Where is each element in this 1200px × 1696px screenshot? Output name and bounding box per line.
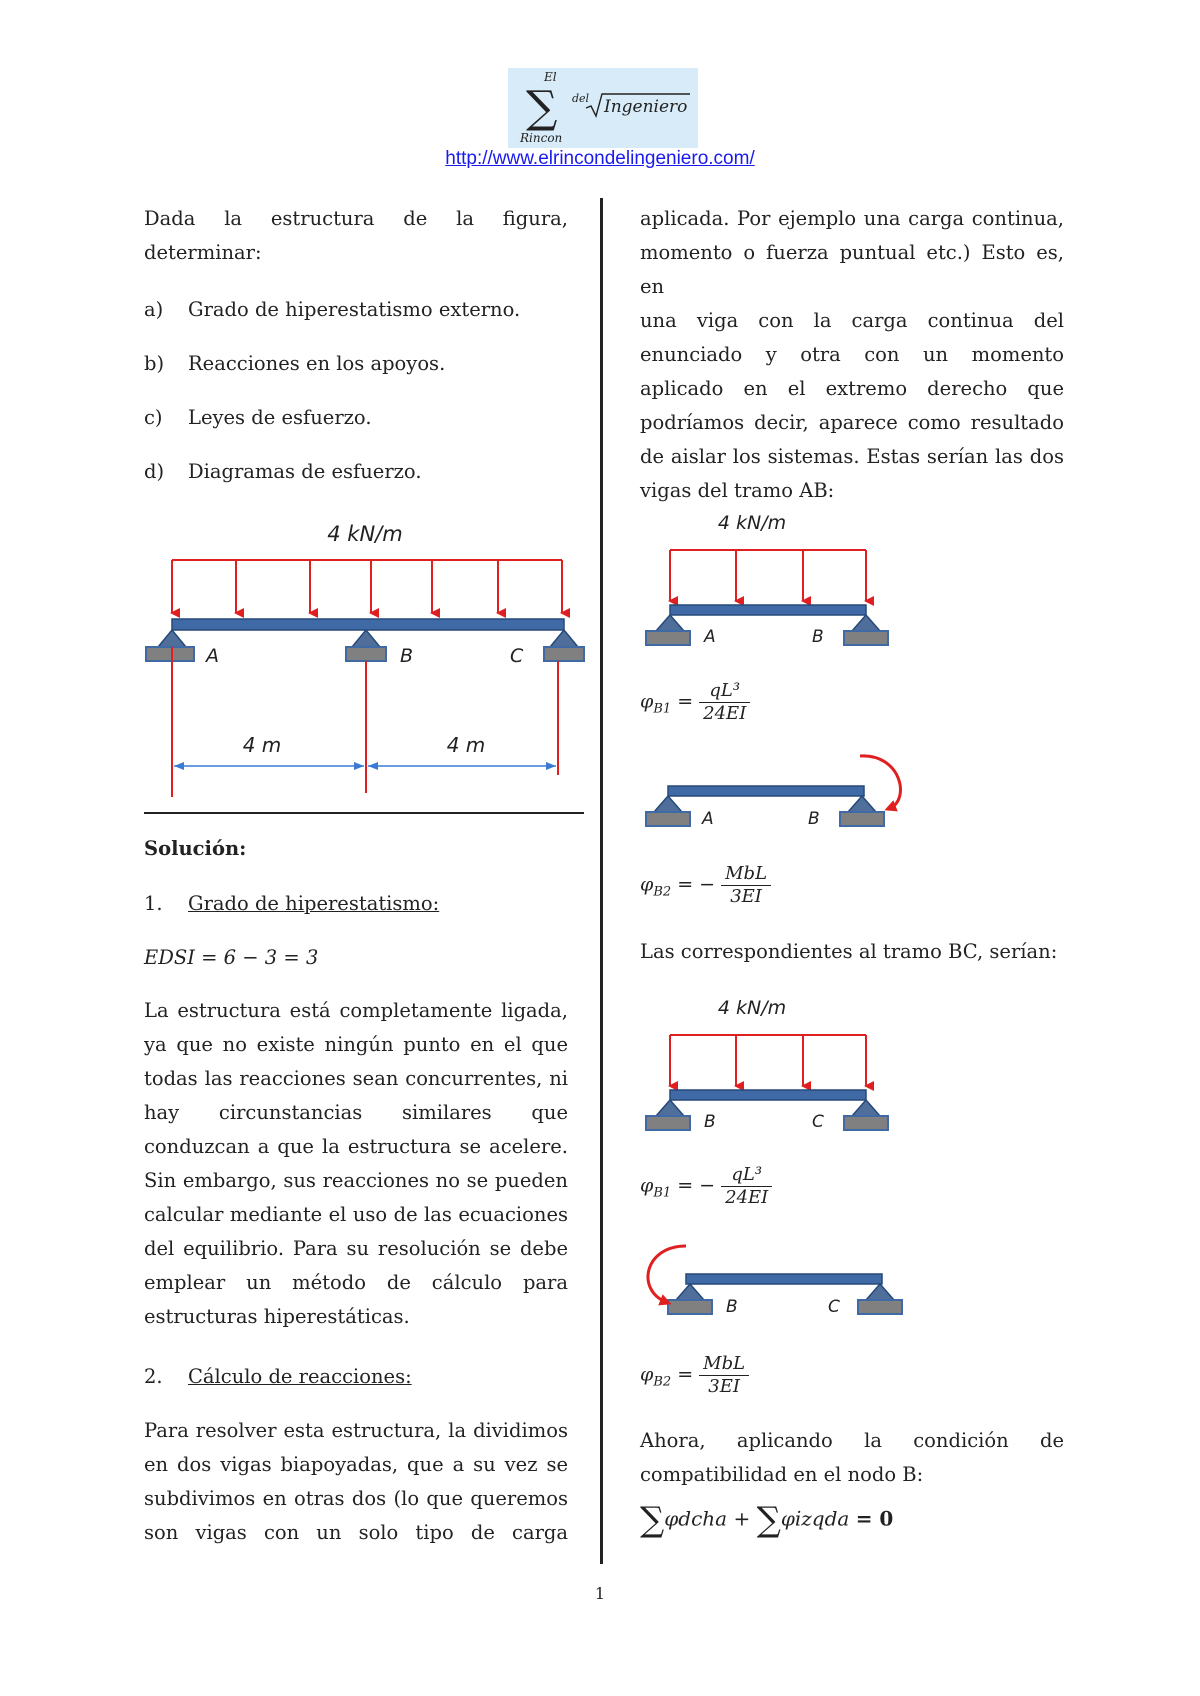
left-intro <box>144 202 568 270</box>
section-number: 2. <box>144 1365 163 1388</box>
fraction <box>721 1164 772 1209</box>
plus-sign: + <box>733 1506 751 1531</box>
dimension-lines <box>172 647 558 797</box>
denominator: 3EI <box>708 1376 740 1397</box>
list-marker: c) <box>144 406 163 429</box>
page-number: 1 <box>594 1584 606 1603</box>
list-item <box>144 455 568 509</box>
equation-phi-b1 <box>640 680 750 725</box>
logo-root-index: del <box>572 92 590 105</box>
text-line: estructuras hiperestáticas. <box>144 1305 410 1328</box>
list-text: Diagramas de esfuerzo. <box>188 460 422 483</box>
sign: = − <box>677 1174 716 1197</box>
bc-intro: Las correspondientes al tramo BC, serían: <box>640 940 1058 963</box>
text-line: momento o fuerza puntual etc.) Esto es, en <box>640 241 1064 298</box>
website-link[interactable]: http://www.elrincondelingeniero.com/ <box>445 148 755 169</box>
text-line: calcular mediante el uso de las ecuaciones <box>144 1203 568 1226</box>
term-dcha: φdcha <box>664 1506 728 1531</box>
section-number: 1. <box>144 892 163 915</box>
text-line: aplicado en el extremo derecho que <box>640 377 1064 400</box>
label-b: B <box>726 1297 738 1317</box>
sum-symbol: ∑ <box>640 1500 665 1540</box>
sign: = <box>677 1363 694 1386</box>
task-list <box>144 293 568 509</box>
text-line: conduzcan a que la estructura se acelere. <box>144 1135 568 1158</box>
phi: φ <box>640 690 654 713</box>
list-text: Grado de hiperestatismo externo. <box>188 298 521 321</box>
load-label: 4 kN/m <box>717 512 787 534</box>
text-line: subdivimos en otras dos (lo que queremos <box>144 1487 568 1510</box>
beam <box>670 605 866 615</box>
text-line: compatibilidad en el nodo B: <box>640 1463 924 1486</box>
text-line: emplear un método de cálculo para <box>144 1271 568 1294</box>
list-marker: b) <box>144 352 165 375</box>
list-text: Reacciones en los apoyos. <box>188 352 446 375</box>
compatibility-equation <box>640 1500 893 1540</box>
label-c: C <box>510 645 524 667</box>
figure-ab-moment <box>640 748 920 848</box>
logo-root-body: Ingeniero <box>604 97 688 117</box>
equation-phi-b2-bc <box>640 1353 749 1398</box>
label-c: C <box>828 1297 840 1317</box>
logo <box>508 68 698 148</box>
text-line: aplicada. Por ejemplo una carga continua, <box>640 207 1064 230</box>
subscript: B1 <box>653 1185 672 1201</box>
beam <box>172 619 564 630</box>
load-label: 4 kN/m <box>327 522 403 546</box>
support-b <box>346 630 386 661</box>
text-line: una viga con la carga continua del <box>640 309 1064 332</box>
list-text: Leyes de esfuerzo. <box>188 406 372 429</box>
text-line: ya que no existe ningún punto en el que <box>144 1033 568 1056</box>
phi: φ <box>640 873 654 896</box>
section-title: Grado de hiperestatismo: <box>188 892 440 915</box>
label-b: B <box>812 627 824 647</box>
text-line: en dos vigas biapoyadas, que a su vez se <box>144 1453 568 1476</box>
text-line: Para resolver esta estructura, la dividimos <box>144 1419 568 1442</box>
support-a <box>146 630 194 661</box>
text-line: La estructura está completamente ligada, <box>144 999 568 1022</box>
figure-ab-load <box>640 505 900 655</box>
numerator: MbL <box>699 1353 749 1376</box>
label-b: B <box>808 809 820 829</box>
list-item <box>144 401 568 455</box>
text-line: todas las reacciones sean concurrentes, ni <box>144 1067 568 1090</box>
text-line: de aislar los sistemas. Estas serían las dos <box>640 445 1064 468</box>
label-c: C <box>812 1112 824 1132</box>
text-line: Ahora, aplicando la condición de <box>640 1429 1064 1452</box>
label-a: A <box>702 809 714 829</box>
denominator: 24EI <box>703 703 747 724</box>
sign: = <box>677 690 694 713</box>
label-a: A <box>704 627 716 647</box>
right-paragraph <box>640 202 1064 508</box>
section-1-heading <box>144 887 568 921</box>
support-c <box>544 630 584 661</box>
final-paragraph <box>640 1424 1064 1492</box>
denominator: 24EI <box>725 1187 769 1208</box>
text-line: hay circunstancias similares que <box>144 1101 568 1124</box>
figure-bc-load <box>640 990 900 1140</box>
section-title: Cálculo de reacciones: <box>188 1365 412 1388</box>
intro-line: determinar: <box>144 241 262 264</box>
numerator: qL³ <box>699 680 750 703</box>
load-label: 4 kN/m <box>717 997 787 1019</box>
span-label-2: 4 m <box>446 733 486 757</box>
intro-line: Dada la estructura de la figura, <box>144 207 568 230</box>
beam <box>670 1090 866 1100</box>
text-line: Sin embargo, sus reacciones no se pueden <box>144 1169 568 1192</box>
paragraph-1 <box>144 994 568 1334</box>
fraction <box>721 863 771 908</box>
list-marker: d) <box>144 460 165 483</box>
load-arrows <box>172 560 562 613</box>
separator-rule <box>144 812 584 814</box>
support-right <box>852 615 880 631</box>
fraction <box>699 680 750 725</box>
subscript: B2 <box>653 1374 672 1390</box>
term-izqda: φizqda <box>780 1506 850 1531</box>
equals-zero: = 0 <box>855 1506 894 1531</box>
edsi-equation: EDSI = 6 − 3 = 3 <box>144 946 319 969</box>
subscript: B2 <box>653 884 672 900</box>
list-item <box>144 293 568 347</box>
beam <box>686 1274 882 1284</box>
paragraph-2 <box>144 1414 568 1550</box>
figure-bc-moment <box>630 1236 920 1336</box>
sign: = − <box>677 873 716 896</box>
beam-figure <box>140 515 590 805</box>
span-label-1: 4 m <box>242 733 282 757</box>
phi: φ <box>640 1363 654 1386</box>
beam <box>668 786 864 796</box>
sigma-symbol: ∑ <box>526 82 558 133</box>
phi: φ <box>640 1174 654 1197</box>
text-line: son vigas con un solo tipo de carga <box>144 1521 568 1544</box>
text-line: enunciado y otra con un momento <box>640 343 1064 366</box>
sum-symbol: ∑ <box>756 1500 781 1540</box>
text-line: podríamos decir, aparece como resultado <box>640 411 1064 434</box>
logo-sigma-bottom: Rincon <box>520 131 563 145</box>
numerator: qL³ <box>721 1164 772 1187</box>
solution-title: Solución: <box>144 837 247 860</box>
column-divider <box>600 198 603 1564</box>
fraction <box>699 1353 749 1398</box>
list-marker: a) <box>144 298 164 321</box>
moment-arrow <box>648 1246 686 1302</box>
text-line: vigas del tramo AB: <box>640 479 835 502</box>
list-item <box>144 347 568 401</box>
subscript: B1 <box>653 701 672 717</box>
label-b: B <box>400 645 414 667</box>
equation-phi-b2 <box>640 863 771 908</box>
label-b: B <box>704 1112 716 1132</box>
section-2-heading <box>144 1360 568 1394</box>
equation-phi-b1-bc <box>640 1164 772 1209</box>
logo-sigma-top: El <box>544 70 557 84</box>
support-left <box>656 615 684 631</box>
denominator: 3EI <box>730 886 762 907</box>
numerator: MbL <box>721 863 771 886</box>
text-line: del equilibrio. Para su resolución se debe <box>144 1237 568 1260</box>
label-a: A <box>206 645 219 667</box>
